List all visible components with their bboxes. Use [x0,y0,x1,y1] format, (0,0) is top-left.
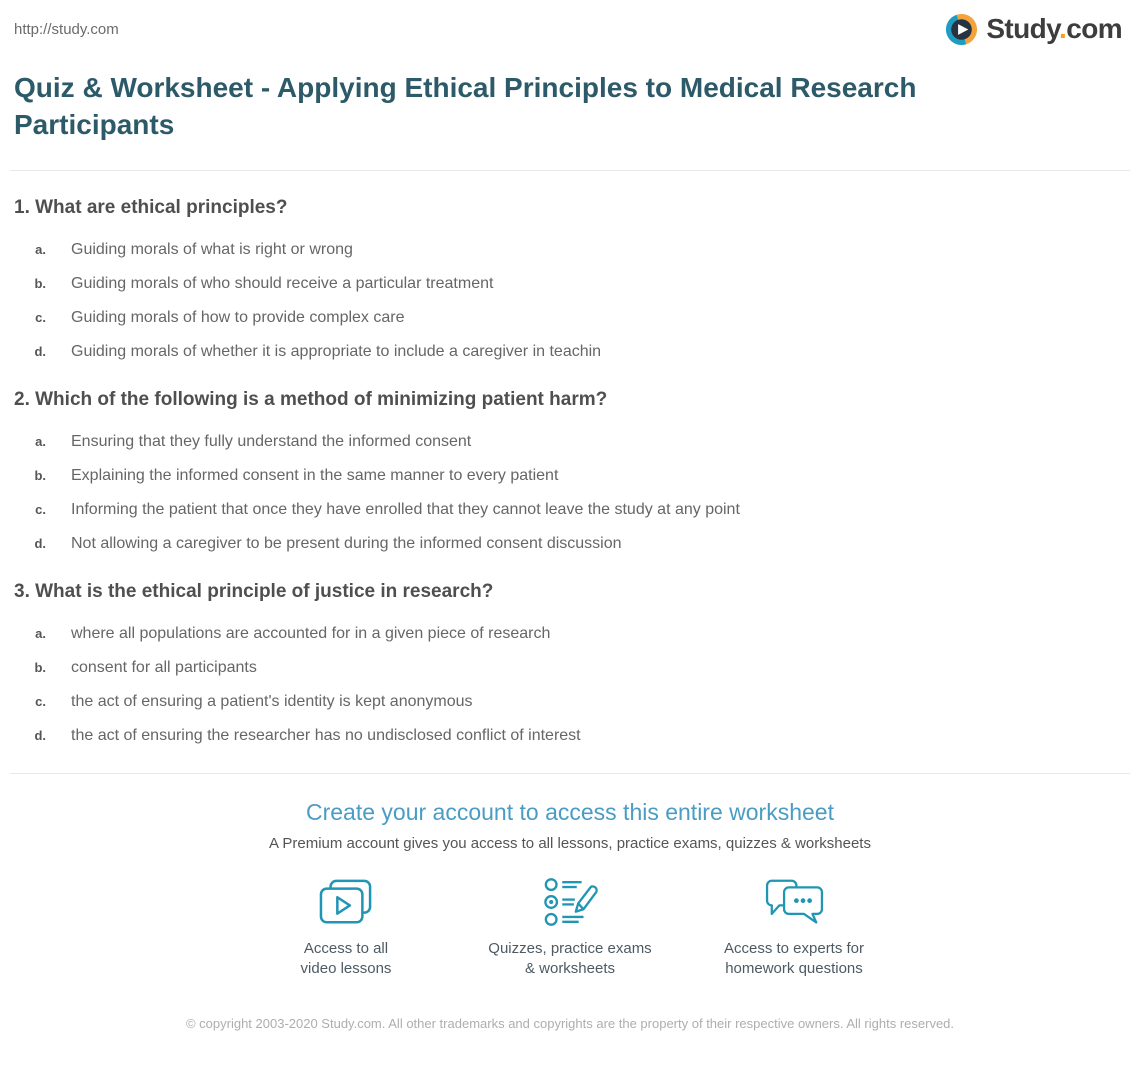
page-url: http://study.com [14,20,119,38]
option-2a[interactable] [14,431,1140,453]
option-text: Guiding morals of whether it is appropriate to include a caregiver in teachin [71,342,602,360]
option-3b[interactable] [14,657,1140,679]
option-letter: b. [34,275,46,291]
option-1c[interactable] [14,307,1140,329]
feature-label: Quizzes, practice exams & worksheets [488,939,652,978]
quiz-worksheets-icon [470,872,670,930]
logo-wordmark: Study.com [986,13,1122,44]
option-letter: c. [35,309,46,325]
question-options [14,623,1140,747]
option-letter: b. [34,467,46,483]
title-divider [10,170,1130,171]
option-letter: a. [35,433,46,449]
option-letter: a. [35,625,46,641]
option-3a[interactable] [14,623,1140,645]
footer-divider [10,773,1130,774]
feature-video-lessons [246,872,446,980]
create-account-link[interactable]: Create your account to access this entire worksheet [306,798,834,825]
premium-subtitle: A Premium account gives you access to all lessons, practice exams, quizzes & worksheets [269,834,871,852]
studycom-logo[interactable] [944,12,1122,47]
question-options [14,431,1140,555]
option-text: Informing the patient that once they have enrolled that they cannot leave the study at any point [71,500,740,518]
option-3c[interactable] [14,691,1140,713]
option-1d[interactable] [14,341,1140,363]
play-logo-icon [944,12,979,47]
feature-quizzes-worksheets [470,872,670,980]
feature-label: Access to all video lessons [300,939,392,978]
question-heading: 2. Which of the following is a method of minimizing patient harm? [14,388,608,410]
option-text: the act of ensuring a patient's identity is kept anonymous [71,692,473,710]
option-letter: d. [34,343,46,359]
copyright-notice: © copyright 2003-2020 Study.com. All other trademarks and copyrights are the property of their respective owners. All rights reserved. [185,1016,955,1032]
option-text: Guiding morals of what is right or wrong [71,240,353,258]
option-text: consent for all participants [71,658,257,676]
feature-homework-experts [694,872,894,980]
question-list [0,197,1140,747]
top-bar [0,0,1140,48]
feature-label: Access to experts for homework questions [723,939,865,978]
signup-footer [0,799,1140,1062]
option-letter: d. [34,727,46,743]
question-heading: 3. What is the ethical principle of justice in research? [14,580,494,602]
option-3d[interactable] [14,725,1140,747]
question-options [14,239,1140,363]
option-text: where all populations are accounted for in a given piece of research [71,624,551,642]
option-letter: c. [35,693,46,709]
feature-row [0,872,1140,980]
question-2 [14,389,1140,555]
chat-experts-icon [694,872,894,930]
option-text: the act of ensuring the researcher has no undisclosed conflict of interest [71,726,581,744]
page-title: Quiz & Worksheet - Applying Ethical Principles to Medical Research Participants [14,72,917,140]
option-letter: b. [34,659,46,675]
question-heading: 1. What are ethical principles? [14,196,288,218]
option-text: Guiding morals of how to provide complex care [71,308,405,326]
option-2d[interactable] [14,533,1140,555]
option-text: Explaining the informed consent in the same manner to every patient [71,466,559,484]
worksheet-main [0,70,1140,1062]
video-lessons-icon [246,872,446,930]
option-text: Ensuring that they fully understand the informed consent [71,432,472,450]
option-2c[interactable] [14,499,1140,521]
option-letter: d. [34,535,46,551]
option-1a[interactable] [14,239,1140,261]
question-1 [14,197,1140,363]
option-text: Guiding morals of who should receive a particular treatment [71,274,494,292]
option-letter: c. [35,501,46,517]
option-text: Not allowing a caregiver to be present during the informed consent discussion [71,534,622,552]
question-3 [14,581,1140,747]
option-2b[interactable] [14,465,1140,487]
option-letter: a. [35,241,46,257]
option-1b[interactable] [14,273,1140,295]
